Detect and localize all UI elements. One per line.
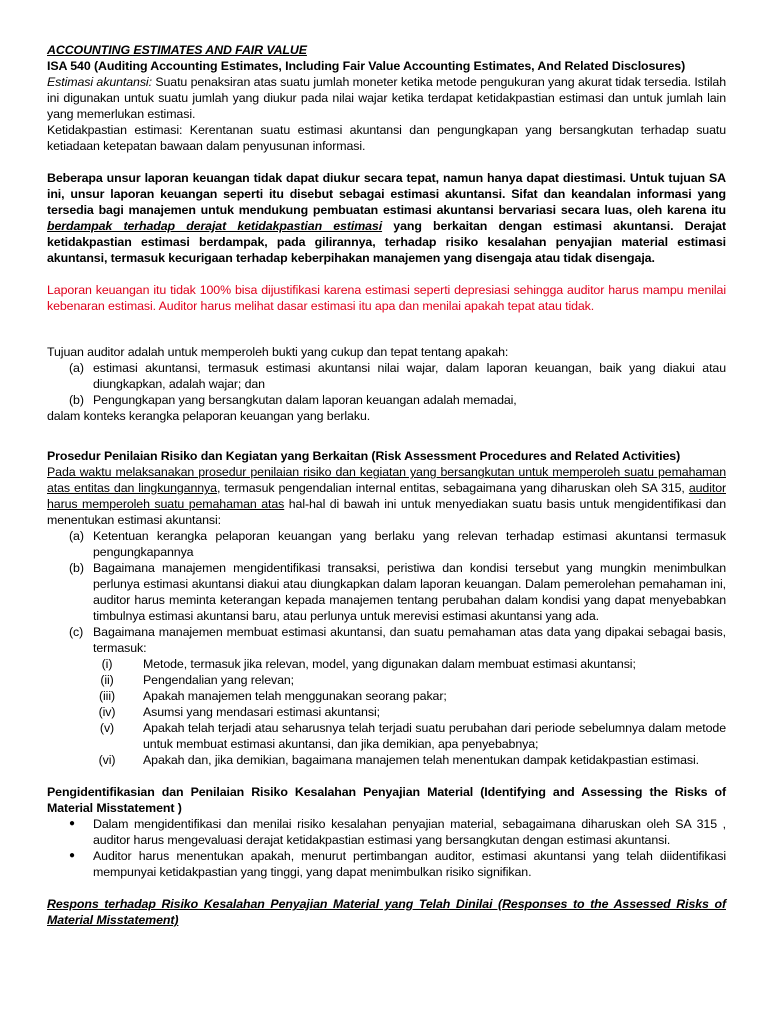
list-item-text: estimasi akuntansi, termasuk estimasi akuntansi nilai wajar, dalam laporan keuangan, baik yang diakui atau diungkapkan, adalah wajar; dan — [93, 361, 726, 391]
bullet-text: Auditor harus menentukan apakah, menurut pertimbangan auditor, estimasi akuntansi yang telah diidentifikasi mempunyai ketidakpastian yang tinggi, yang dapat menimbulkan risiko signifikan. — [93, 849, 726, 879]
tujuan-list — [47, 360, 726, 408]
sub-list-text: Apakah dan, jika demikian, bagaimana manajemen telah menentukan dampak ketidakpastian estimasi. — [143, 753, 699, 767]
tujuan-intro: Tujuan auditor adalah untuk memperoleh bukti yang cukup dan tepat tentang apakah: — [47, 345, 509, 359]
list-item — [47, 528, 726, 560]
sub-list-item — [47, 672, 726, 688]
sub-list-text: Asumsi yang mendasari estimasi akuntansi; — [143, 705, 380, 719]
sub-list-item — [47, 704, 726, 720]
list-item — [47, 360, 726, 392]
bullet-item — [47, 816, 726, 848]
identifikasi-heading: Pengidentifikasian dan Penilaian Risiko Kesalahan Penyajian Material (Identifying and Assessing the Risks of Material Misstatement ) — [47, 785, 726, 815]
list-marker: (b) — [69, 561, 84, 575]
sub-list-marker: (vi) — [98, 753, 116, 767]
spacer — [47, 314, 726, 344]
sub-list-item — [47, 688, 726, 704]
spacer — [47, 880, 726, 896]
list-item-text: Bagaimana manajemen membuat estimasi akuntansi, dan suatu pemahaman atas data yang dipakai sebagai basis, termasuk: — [93, 625, 726, 655]
isa-heading: ISA 540 (Auditing Accounting Estimates, Including Fair Value Accounting Estimates, And Related Disclosures) — [47, 59, 686, 73]
bullet-item — [47, 848, 726, 880]
sub-list-item — [47, 720, 726, 752]
sub-list-marker: (iv) — [98, 705, 116, 719]
sub-list-text: Apakah telah terjadi atau seharusnya telah terjadi suatu perubahan dari periode sebelumnya dalam metode untuk membuat estimasi akuntansi, dan jika demikian, apa penyebabnya; — [143, 721, 726, 751]
sub-list-item — [47, 752, 726, 768]
bold-part-2: yang berkaitan dengan estimasi akuntansi. Derajat ketidakpastian estimasi berdampak, pada gilirannya, terhadap risiko kesalahan penyajian material estimasi akuntansi, termasuk kecurigaan terhadap keberpihakan manajemen yang disengaja atau tidak disengaja. — [47, 219, 726, 265]
sub-list-text: Apakah manajemen telah menggunakan seorang pakar; — [143, 689, 447, 703]
bullet-icon: ● — [69, 850, 75, 861]
estimasi-term: Estimasi akuntansi: — [47, 75, 152, 89]
prosedur-list — [47, 528, 726, 768]
list-item-text: Ketentuan kerangka pelaporan keuangan yang berlaku yang relevan terhadap estimasi akuntansi termasuk pengungkapannya — [93, 529, 726, 559]
spacer — [47, 266, 726, 282]
title-text: ACCOUNTING ESTIMATES AND FAIR VALUE — [47, 43, 307, 57]
list-marker: (c) — [69, 625, 84, 639]
list-item-text: Pengungkapan yang bersangkutan dalam laporan keuangan adalah memadai, — [93, 393, 517, 407]
sub-list-text: Metode, termasuk jika relevan, model, yang digunakan dalam membuat estimasi akuntansi; — [143, 657, 636, 671]
sub-list-marker: (i) — [101, 657, 113, 671]
list-item-text: Bagaimana manajemen mengidentifikasi transaksi, peristiwa dan kondisi tersebut yang mungkin menimbulkan perlunya estimasi akuntansi diakui atau diungkapkan dalam laporan keuangan. Dalam pemerolehan pemahaman ini, auditor harus meminta keterangan kepada manajemen tentang perubahan dalam kondisi yang dapat menyebabkan timbulnya estimasi akuntansi baru, atau perlunya untuk merevisi estimasi akuntansi yang ada. — [93, 561, 726, 623]
respons-heading: Respons terhadap Risiko Kesalahan Penyajian Material yang Telah Dinilai (Responses to the Assessed Risks of Material Misstatement) — [47, 897, 726, 927]
prosedur-underline-1: Pada waktu melaksanakan prosedur penilaian risiko dan kegiatan yang bersangkutan untuk memperoleh suatu pemahaman atas entitas dan lingkungannya — [47, 465, 726, 495]
prosedur-paragraph — [47, 464, 726, 528]
list-marker: (b) — [69, 393, 84, 407]
list-marker: (a) — [69, 529, 84, 543]
bullet-text: Dalam mengidentifikasi dan menilai risiko kesalahan penyajian material, sebagaimana diharuskan oleh SA 315 , auditor harus mengevaluasi derajat ketidakpastian estimasi yang bersangkutan dengan estimasi akuntansi. — [93, 817, 726, 847]
prosedur-heading: Prosedur Penilaian Risiko dan Kegiatan yang Berkaitan (Risk Assessment Procedures and Related Activities) — [47, 449, 681, 463]
list-item — [47, 624, 726, 656]
sub-list-marker: (v) — [99, 721, 115, 735]
list-item — [47, 560, 726, 624]
sub-list-marker: (iii) — [98, 689, 115, 703]
list-item — [47, 392, 726, 408]
spacer — [47, 424, 726, 448]
identifikasi-bullets — [47, 816, 726, 880]
ketidakpastian-definition — [47, 122, 726, 154]
bold-part-1: Beberapa unsur laporan keuangan tidak dapat diukur secara tepat, namun hanya dapat diestimasi. Untuk tujuan SA ini, unsur laporan keuangan seperti itu disebut sebagai estimasi akuntansi. Sifat dan keandalan informasi yang tersedia bagi manajemen untuk mendukung pembuatan estimasi akuntansi bervariasi secara luas, oleh karena itu — [47, 171, 726, 217]
document-title — [47, 42, 726, 58]
sub-list-text: Pengendalian yang relevan; — [143, 673, 295, 687]
ketidakpastian-term: Ketidakpastian estimasi: — [47, 123, 183, 137]
bold-paragraph — [47, 170, 726, 266]
tujuan-outro: dalam konteks kerangka pelaporan keuangan yang berlaku. — [47, 409, 371, 423]
ketidakpastian-text: Kerentanan suatu estimasi akuntansi dan pengungkapan yang bersangkutan terhadap suatu ketiadaan ketepatan bawaan dalam penyusunan informasi. — [47, 123, 727, 153]
red-note: Laporan keuangan itu tidak 100% bisa dijustifikasi karena estimasi seperti depresiasi sehingga auditor harus mampu menilai kebenaran estimasi. Auditor harus melihat dasar estimasi itu apa dan menilai apakah tepat atau tidak. — [47, 283, 726, 313]
sub-list-item — [47, 656, 726, 672]
sub-list-marker: (ii) — [100, 673, 114, 687]
list-marker: (a) — [69, 361, 84, 375]
bold-emphasis: berdampak terhadap derajat ketidakpastian estimasi — [47, 219, 383, 233]
estimasi-text: Suatu penaksiran atas suatu jumlah moneter ketika metode pengukuran yang akurat tidak tersedia. Istilah ini digunakan untuk suatu jumlah yang diukur pada nilai wajar ketika terdapat ketidakpastian estimasi dan untuk jumlah lain yang memerlukan estimasi. — [47, 75, 726, 121]
spacer — [47, 154, 726, 170]
estimasi-definition — [47, 74, 726, 122]
prosedur-text-1: , termasuk pengendalian internal entitas, sebagaimana yang diharuskan oleh SA 315, — [216, 481, 685, 495]
spacer — [47, 768, 726, 784]
prosedur-underline-2: auditor harus memperoleh suatu pemahaman atas — [47, 481, 727, 511]
bullet-icon: ● — [69, 818, 75, 829]
prosedur-text-2: hal-hal di bawah ini untuk menyediakan suatu basis untuk mengidentifikasi dan menentukan estimasi akuntansi: — [47, 497, 727, 527]
